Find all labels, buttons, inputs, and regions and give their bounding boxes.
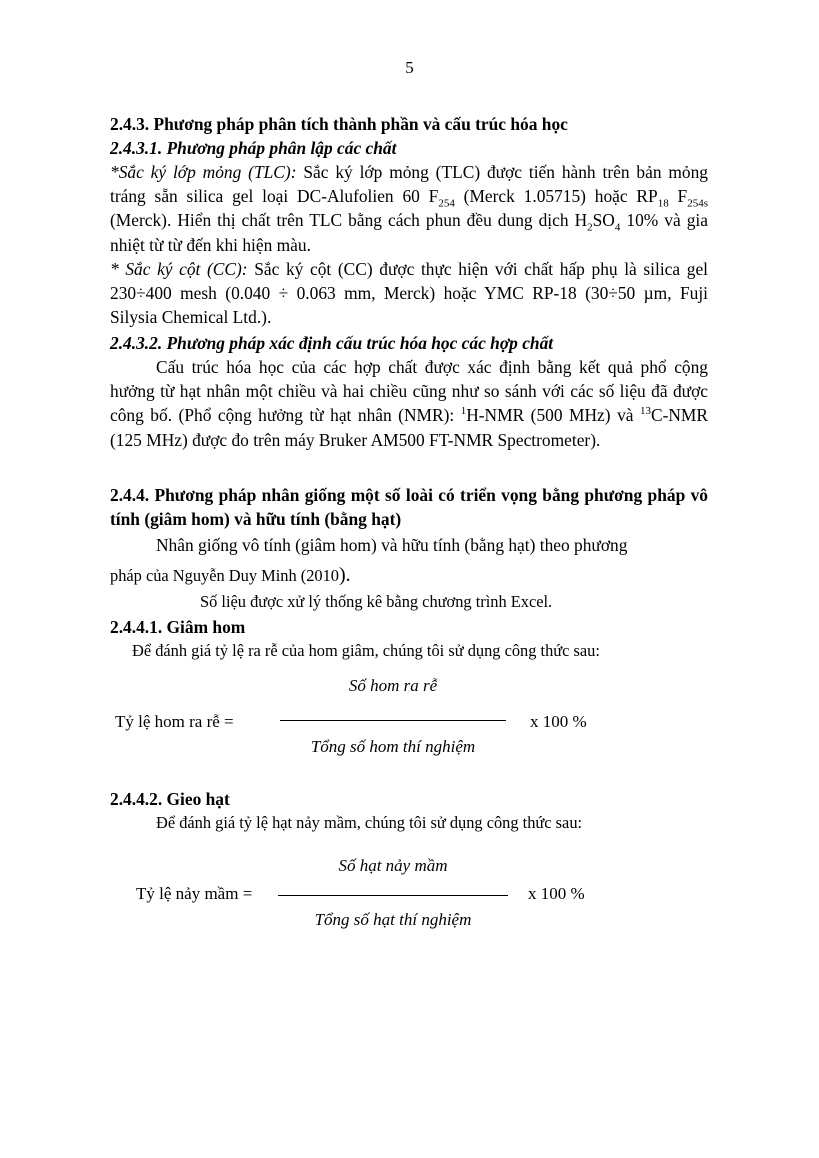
formula-1-fraction-bar: [280, 720, 506, 721]
tlc-text-6: 10% và gia nhiệt từ từ đến khi hiện màu.: [110, 210, 708, 255]
tlc-sub-2: 18: [657, 197, 669, 210]
paragraph-propagation-line-2: [110, 563, 708, 588]
tlc-text-1: Sắc ký lớp mỏng (TLC) được tiến hành trên bản mỏng tráng sẵn silica gel loại DC-Alufolien 60 F: [110, 162, 708, 207]
heading-2-4-4-2: 2.4.4.2. Gieo hạt: [110, 789, 230, 809]
nmr-sup-1: 1: [460, 405, 467, 418]
propagation-close: ).: [338, 564, 351, 586]
tlc-label: *Sắc ký lớp mỏng (TLC):: [110, 162, 297, 182]
formula-2-fraction-bar: [278, 895, 508, 896]
paragraph-nmr: [110, 355, 708, 452]
intro-cutting: Để đánh giá tỷ lệ ra rễ của hom giâm, chúng tôi sử dụng công thức sau:: [132, 641, 600, 660]
formula-1-lhs: Tỷ lệ hom ra rễ =: [115, 712, 234, 731]
heading-2-4-4: 2.4.4. Phương pháp nhân giống một số loài có triển vọng bằng phương pháp vô tính (giâm hom) và hữu tính (bằng hạt): [110, 485, 708, 530]
cc-text: Sắc ký cột (CC) được thực hiện với chất hấp phụ là silica gel 230÷400 mesh (0.040 ÷ 0.063 mm, Merck) hoặc YMC RP-18 (30÷50 µm, Fuji Silysia Chemical Ltd.).: [110, 259, 708, 328]
nmr-text-1: Cấu trúc hóa học của các hợp chất được xác định bằng kết quả phổ cộng hưởng từ hạt nhân một chiều và hai chiều cũng như so sánh với các số liệu đã được công bố. (Phổ cộng hưởng từ hạt nhân (NMR):: [110, 357, 708, 426]
nmr-text-3: C-NMR (125 MHz) được đo trên máy Bruker AM500 FT-NMR Spectrometer).: [110, 405, 708, 450]
tlc-sub-4: 2: [587, 221, 593, 234]
tlc-text-4: (Merck). Hiển thị chất trên TLC bằng cách phun đều dung dịch H: [110, 210, 588, 231]
tlc-text-5: SO: [592, 210, 615, 231]
formula-1-factor: x 100 %: [530, 712, 587, 731]
nmr-text-2: H-NMR (500 MHz) và: [466, 405, 640, 426]
tlc-text-3: F: [668, 186, 688, 207]
heading-2-4-3-1: 2.4.3.1. Phương pháp phân lập các chất: [110, 138, 397, 158]
heading-2-4-3: 2.4.3. Phương pháp phân tích thành phần và cấu trúc hóa học: [110, 114, 568, 134]
formula-2-factor: x 100 %: [528, 884, 585, 903]
cc-label: * Sắc ký cột (CC):: [110, 259, 248, 279]
tlc-sub-3: 254s: [687, 197, 708, 210]
intro-seeding: Để đánh giá tỷ lệ hạt nảy mầm, chúng tôi sử dụng công thức sau:: [156, 813, 583, 832]
tlc-text-2: (Merck 1.05715) hoặc RP: [454, 186, 658, 207]
formula-2-denominator: Tổng số hạt thí nghiệm: [314, 910, 472, 929]
paragraph-statistics: Số liệu được xử lý thống kê bằng chương trình Excel.: [200, 592, 553, 611]
formula-2-numerator: Số hạt nảy mầm: [338, 856, 448, 875]
propagation-text: pháp của Nguyễn Duy Minh (2010: [110, 566, 339, 585]
tlc-sub-1: 254: [438, 197, 455, 210]
formula-2-lhs: Tỷ lệ nảy mầm =: [136, 884, 253, 903]
nmr-sup-2: 13: [639, 405, 651, 418]
page-number: 5: [405, 58, 414, 77]
paragraph-tlc: [110, 160, 708, 257]
tlc-sub-5: 4: [614, 221, 621, 234]
paragraph-cc: [110, 257, 708, 330]
paragraph-propagation-line-1: Nhân giống vô tính (giâm hom) và hữu tính (bằng hạt) theo phương: [156, 535, 628, 555]
heading-2-4-4-1: 2.4.4.1. Giâm hom: [110, 617, 246, 637]
formula-1-numerator: Số hom ra rễ: [348, 676, 438, 695]
heading-2-4-3-2: 2.4.3.2. Phương pháp xác định cấu trúc hóa học các hợp chất: [110, 333, 554, 353]
formula-1-denominator: Tổng số hom thí nghiệm: [310, 737, 476, 756]
